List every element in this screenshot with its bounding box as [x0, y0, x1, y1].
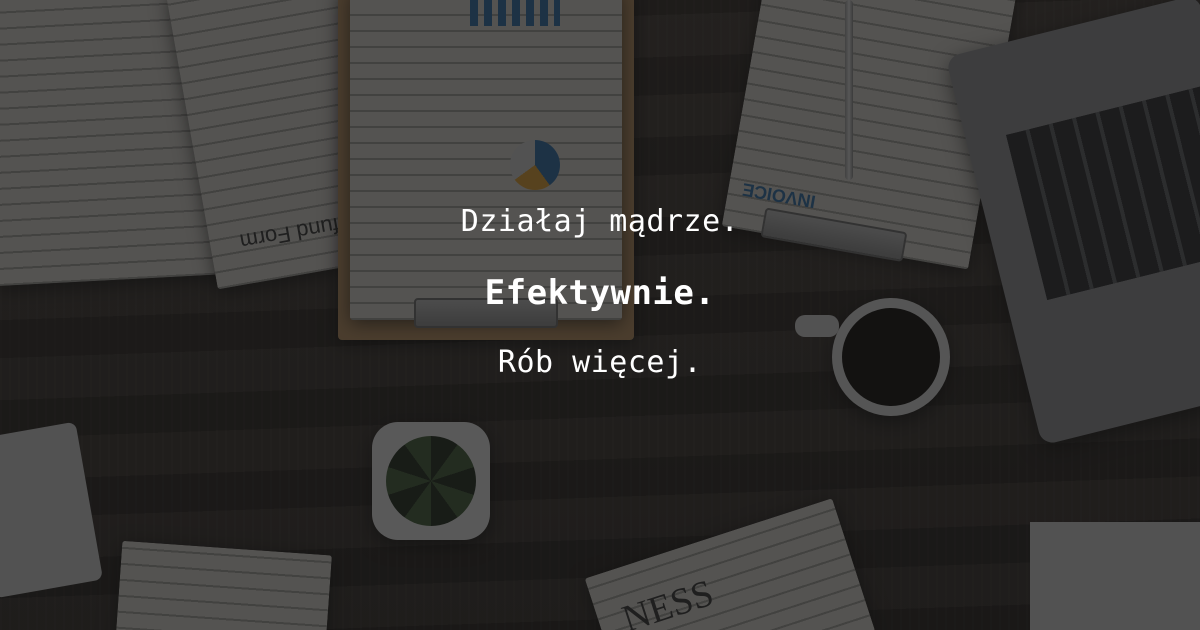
tagline-line-2: Efektywnie.	[484, 273, 716, 313]
tagline-line-1: Działaj mądrze.	[460, 204, 740, 239]
tagline-line-3: Rób więcej.	[497, 345, 703, 380]
